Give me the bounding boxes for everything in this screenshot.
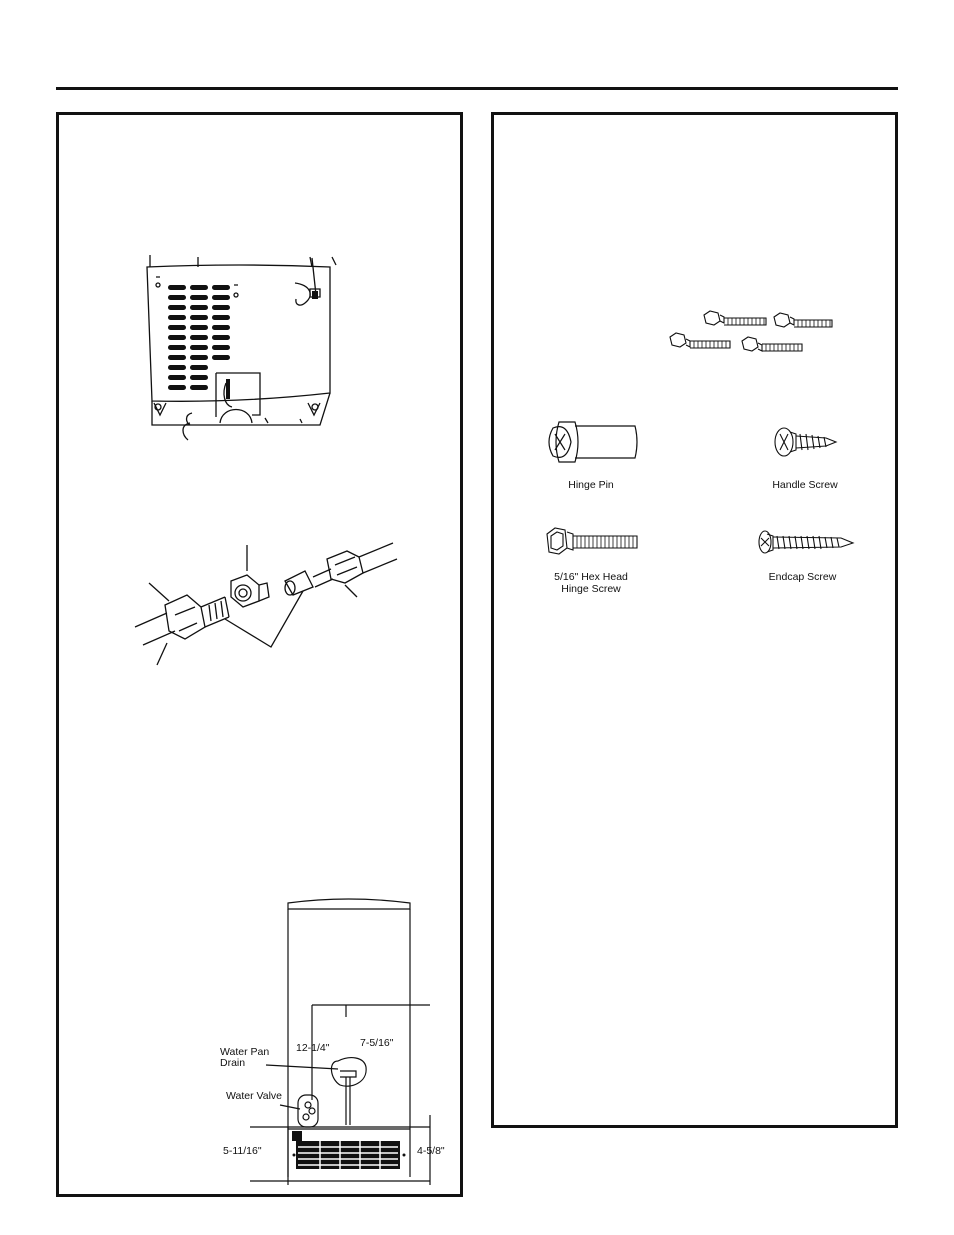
hex-head-label-line2: Hinge Screw — [561, 583, 621, 595]
hex-screws-group-illustration — [668, 305, 838, 360]
header-rule — [56, 87, 898, 90]
hex-head-label-line1: 5/16" Hex Head — [554, 571, 628, 583]
right-offset-dimension-label: 7-5/16" — [360, 1037, 394, 1049]
hinge-pin-icon — [543, 418, 643, 468]
water-pan-drain-label-line1: Water Pan — [220, 1046, 270, 1058]
handle-screw-icon — [772, 424, 842, 460]
unit-back-illustration — [140, 255, 340, 445]
height-dimension-label: 12-1/4" — [296, 1042, 330, 1054]
hex-head-hinge-screw-icon — [543, 524, 643, 560]
right-bottom-dimension-label: 4-5/8" — [417, 1145, 445, 1157]
water-pan-drain-label-line2: Drain — [220, 1057, 246, 1069]
left-bottom-dimension-label: 5-11/16" — [223, 1145, 262, 1157]
unit-front-dimension-diagram — [190, 895, 450, 1185]
endcap-screw-icon — [757, 528, 857, 558]
right-panel — [491, 112, 898, 1128]
handle-screw-label: Handle Screw — [772, 479, 838, 491]
hinge-pin-label: Hinge Pin — [568, 479, 614, 491]
water-valve-label: Water Valve — [226, 1090, 283, 1102]
compression-fitting-illustration — [135, 535, 400, 675]
endcap-screw-label: Endcap Screw — [768, 571, 837, 583]
